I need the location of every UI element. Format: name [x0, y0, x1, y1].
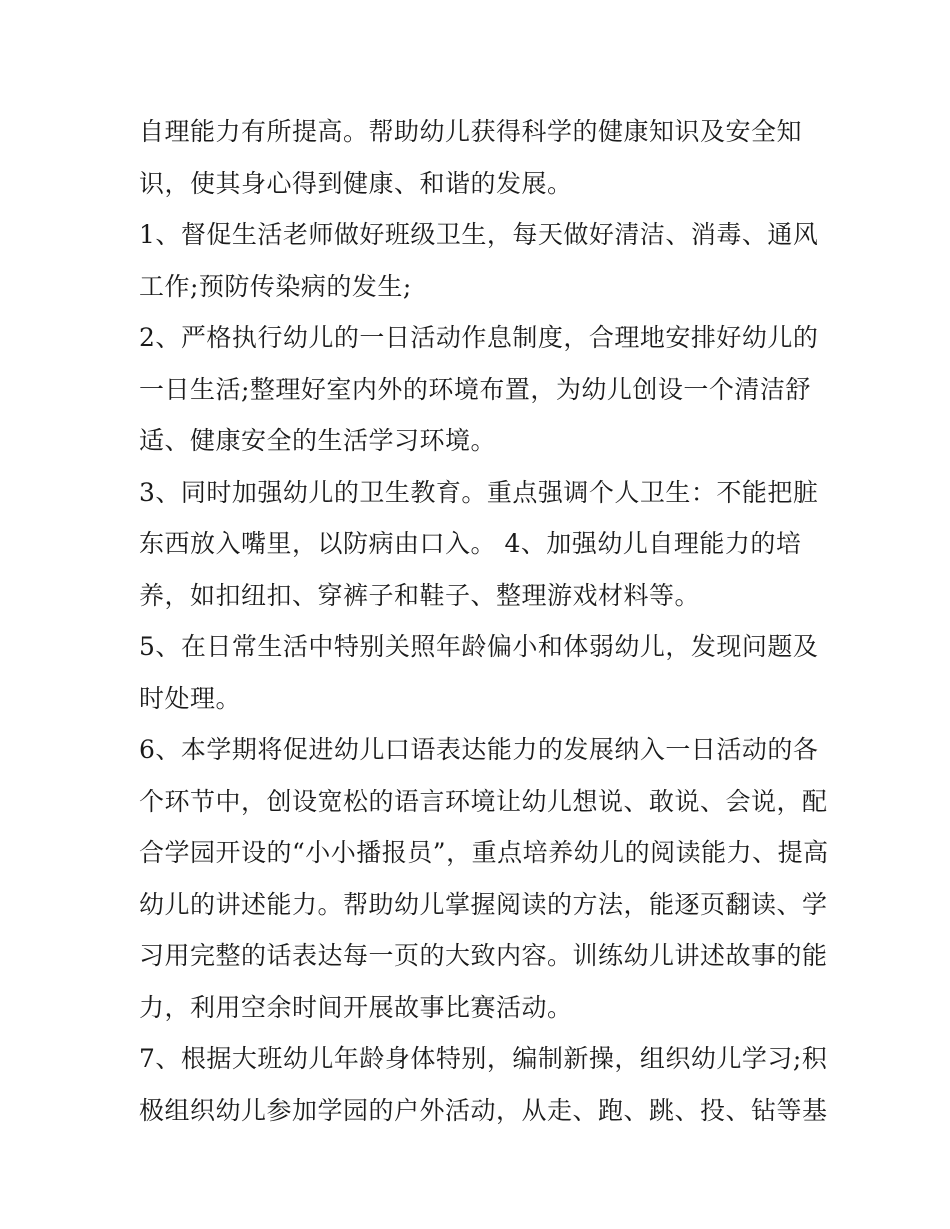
text-line: 3、同时加强幼儿的卫生教育。重点强调个人卫生：不能把脏 [139, 477, 819, 507]
text-line: 个环节中，创设宽松的语言环境让幼儿想说、敢说、会说，配 [139, 786, 828, 816]
text-line: 合学园开设的“小小播报员”，重点培养幼儿的阅读能力、提高 [139, 838, 829, 867]
text-line: 力，利用空余时间开展故事比赛活动。 [139, 992, 573, 1022]
text-line: 自理能力有所提高。帮助幼儿获得科学的健康知识及安全知 [139, 117, 803, 146]
text-line: 1、督促生活老师做好班级卫生，每天做好清洁、消毒、通风 [139, 220, 819, 249]
text-line: 习用完整的话表达每一页的大致内容。训练幼儿讲述故事的能 [139, 941, 828, 970]
text-line: 幼儿的讲述能力。帮助幼儿掌握阅读的方法，能逐页翻读、学 [139, 889, 828, 919]
text-line: 2、严格执行幼儿的一日活动作息制度，合理地安排好幼儿的 [139, 323, 819, 352]
text-line: 极组织幼儿参加学园的户外活动，从走、跑、跳、投、钻等基 [139, 1095, 828, 1125]
text-line: 5、在日常生活中特别关照年龄偏小和体弱幼儿，发现问题及 [139, 632, 819, 661]
text-line: 一日生活;整理好室内外的环境布置，为幼儿创设一个清洁舒 [139, 374, 811, 404]
text-line: 东西放入嘴里，以防病由口入。 4、加强幼儿自理能力的培 [139, 529, 802, 558]
document-body [139, 106, 829, 1136]
text-line: 6、本学期将促进幼儿口语表达能力的发展纳入一日活动的各 [139, 735, 819, 764]
text-line: 工作;预防传染病的发生; [139, 271, 412, 301]
text-line: 适、健康安全的生活学习环境。 [139, 426, 497, 455]
text-line: 识，使其身心得到健康、和谐的发展。 [139, 168, 573, 198]
text-line: 时处理。 [139, 683, 242, 713]
text-line: 7、根据大班幼儿年龄身体特别，编制新操，组织幼儿学习;积 [139, 1044, 828, 1073]
text-line: 养，如扣纽扣、穿裤子和鞋子、整理游戏材料等。 [139, 580, 701, 610]
